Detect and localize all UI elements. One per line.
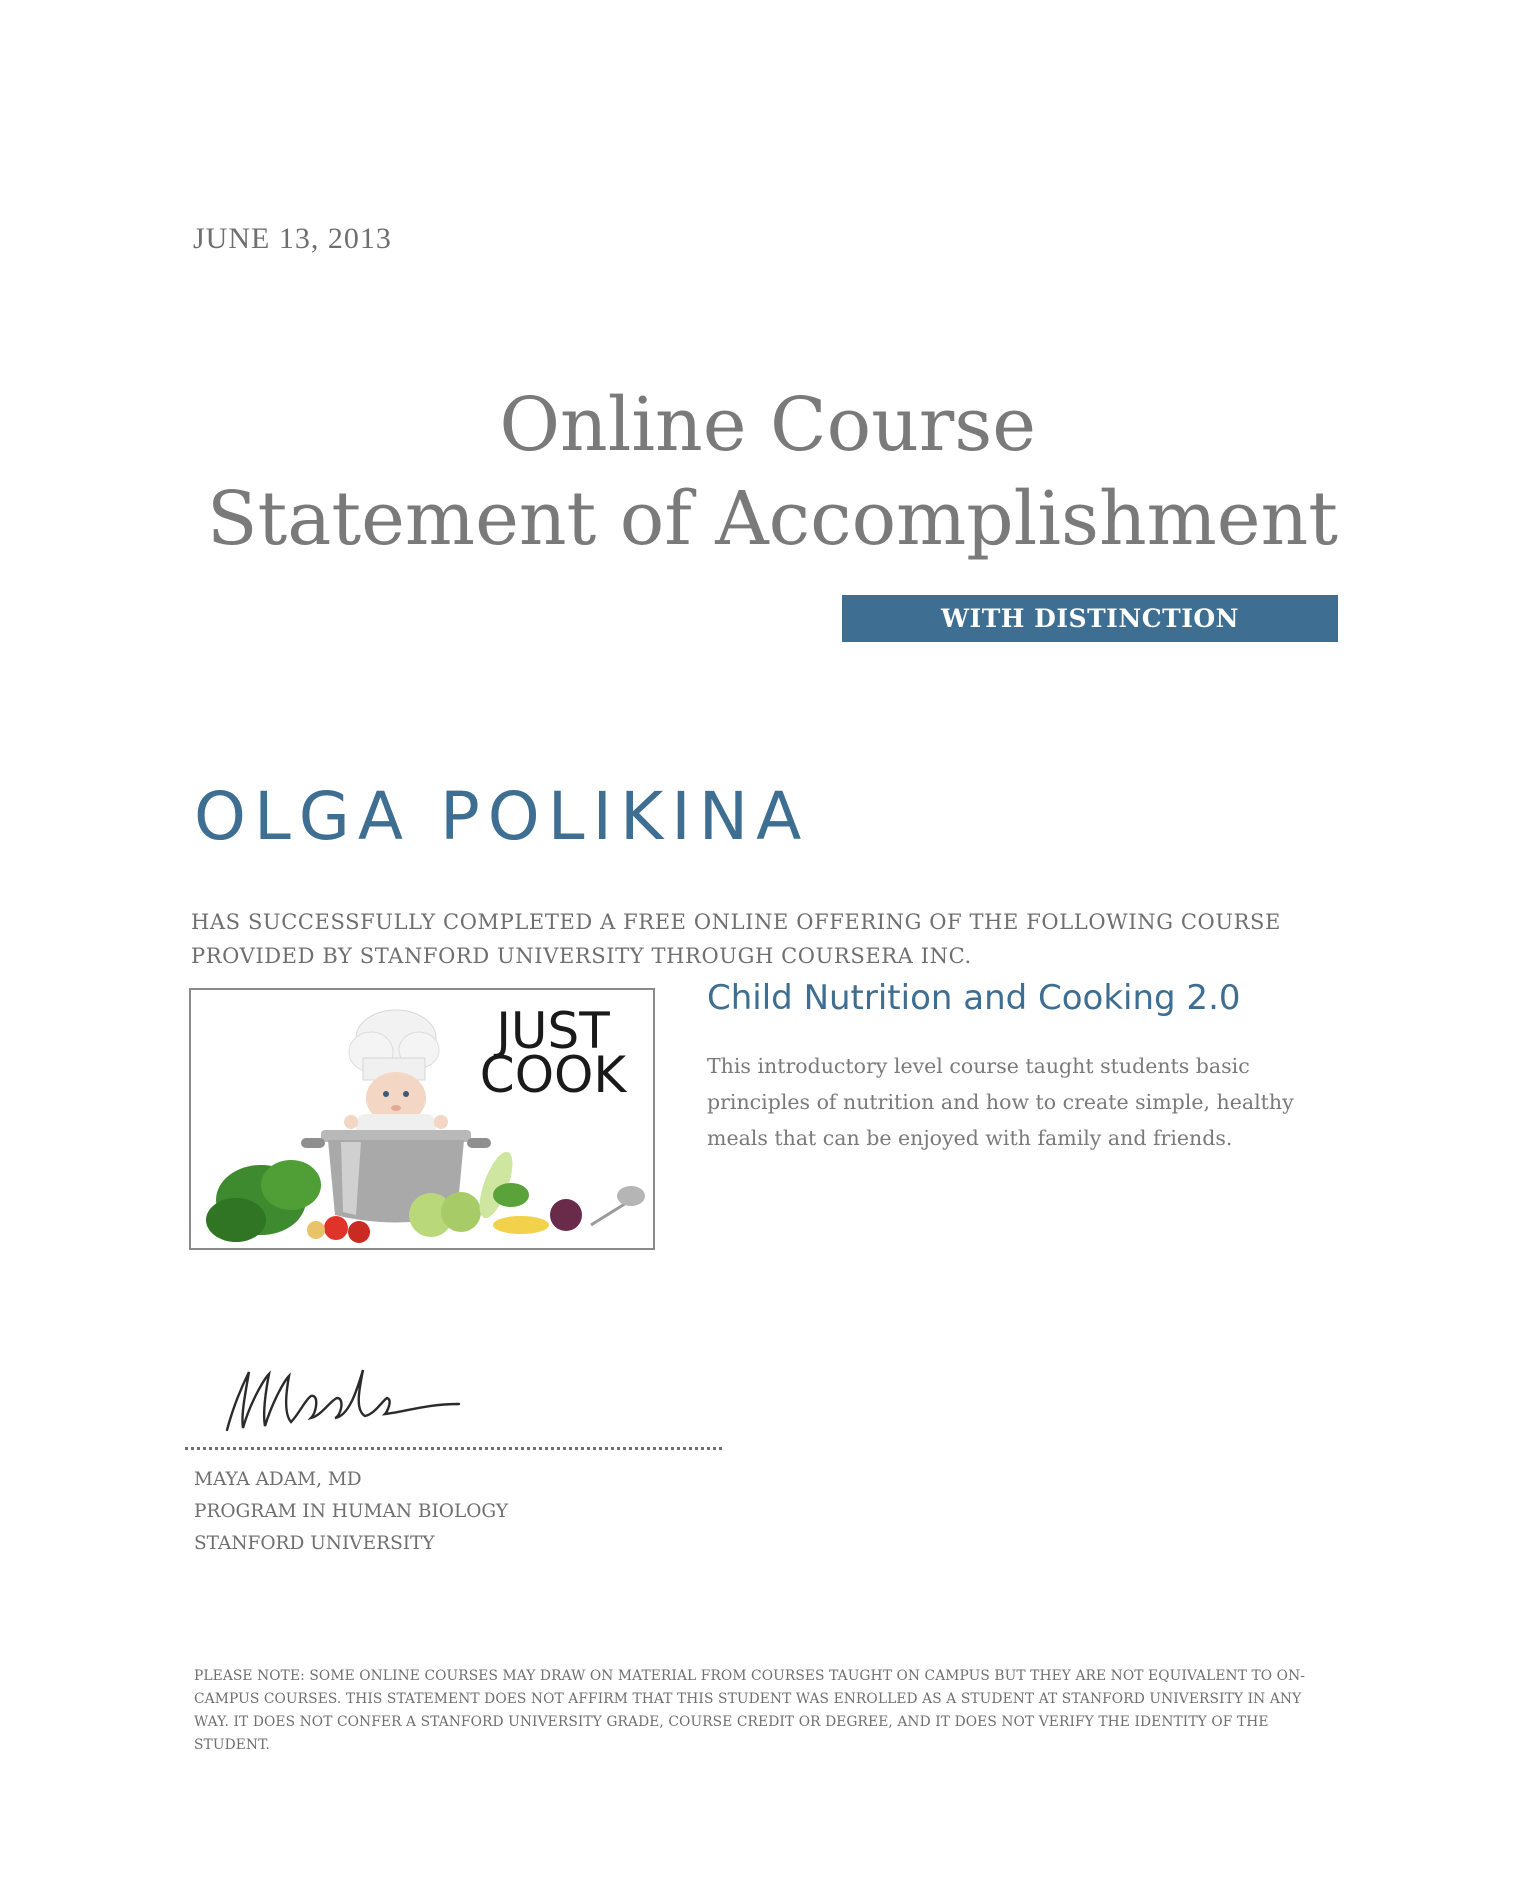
signer-name: MAYA ADAM, MD — [194, 1469, 362, 1490]
certificate-title — [200, 378, 1338, 566]
signer-program: PROGRAM IN HUMAN BIOLOGY — [194, 1501, 509, 1522]
signature-line — [185, 1447, 722, 1450]
completion-statement — [191, 905, 1281, 973]
completion-line-2: PROVIDED BY STANFORD UNIVERSITY THROUGH COURSERA INC. — [191, 944, 972, 968]
course-image-text-1: JUST — [496, 1002, 610, 1060]
course-description: This introductory level course taught students basic principles of nutrition and how to create simple, healthy meals that can be enjoyed with family and friends. — [707, 1054, 1294, 1150]
title-line-1: Online Course — [499, 382, 1036, 468]
distinction-badge: WITH DISTINCTION — [842, 595, 1338, 642]
course-image — [189, 988, 655, 1250]
signer-university: STANFORD UNIVERSITY — [194, 1533, 435, 1554]
signer-info — [194, 1464, 508, 1560]
course-title: Child Nutrition and Cooking 2.0 — [707, 978, 1241, 1018]
title-line-2: Statement of Accomplishment — [206, 476, 1338, 562]
course-image-text-2: COOK — [479, 1046, 627, 1104]
baby-chef-icon — [191, 990, 653, 1248]
student-name: OLGA POLIKINA — [194, 778, 810, 855]
completion-line-1: HAS SUCCESSFULLY COMPLETED A FREE ONLINE OFFERING OF THE FOLLOWING COURSE — [191, 910, 1281, 934]
disclaimer-note: PLEASE NOTE: SOME ONLINE COURSES MAY DRAW ON MATERIAL FROM COURSES TAUGHT ON CAMPUS BUT THEY ARE NOT EQUIVALENT TO ON-CAMPUS COURSES. THIS STATEMENT DOES NOT AFFIRM THAT THIS STUDENT WAS ENROLLED AS A STUDENT AT STANFORD UNIVERSITY IN ANY WAY. IT DOES NOT CONFER A STANFORD UNIVERSITY GRADE, COURSE CREDIT OR DEGREE, AND IT DOES NOT VERIFY THE IDENTITY OF THE STUDENT. — [194, 1668, 1306, 1753]
certificate-date: JUNE 13, 2013 — [193, 222, 392, 255]
signature-image — [215, 1360, 475, 1440]
